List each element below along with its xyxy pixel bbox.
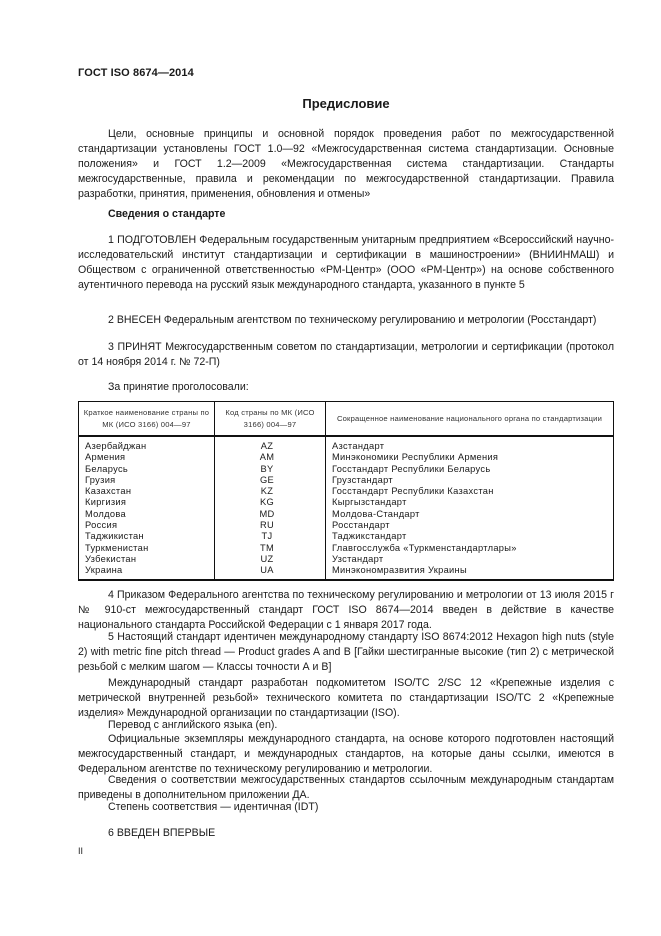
cell-body: Узстандарт (326, 554, 614, 565)
cell-country: Азербайджан (79, 436, 215, 452)
item-5-developed-by: Международный стандарт разработан подкомитетом ISO/TC 2/SC 12 «Крепежные изделия с метрической внутренней резьбой» технического комитета по стандартизации ISO/TC 2 «Крепежные изделия» Международной организации по стандартизации (ISO). (78, 677, 614, 719)
cell-country: Грузия (79, 475, 215, 486)
table-row (79, 509, 614, 520)
cell-country: Россия (79, 520, 215, 531)
item-5-identical: 5 Настоящий стандарт идентичен международному стандарту ISO 8674:2012 Hexagon high nuts (style 2) with metric fine pitch thread — Product grades A and B [Гайки шестигранные высокие (тип 2) с метрической резьбой с мелким шагом — Классы точности А и В] (78, 631, 614, 673)
cell-body: Минэкономразвития Украины (326, 565, 614, 579)
cell-code: AZ (215, 436, 326, 452)
page-number: II (78, 846, 84, 856)
cell-body: Главгосслужба «Туркменстандартлары» (326, 543, 614, 554)
header-country: Краткое наименование страны по МК (ИСО 3166) 004—97 (79, 402, 215, 437)
item-5-official-copies: Официальные экземпляры международного стандарта, на основе которого подготовлен настоящий межгосударственный стандарт, и международных стандартов, на которые даны ссылки, имеются в Федеральном агентстве по техническому регулированию и метрологии. (78, 733, 614, 775)
table-header-row (79, 402, 614, 437)
item-2-submitted: 2 ВНЕСЕН Федеральным агентством по техническому регулированию и метрологии (Росстандарт) (108, 314, 597, 326)
cell-code: GE (215, 475, 326, 486)
cell-body: Госстандарт Республики Казахстан (326, 486, 614, 497)
table-row (79, 565, 614, 579)
item-4-order: 4 Приказом Федерального агентства по техническому регулированию и метрологии от 13 июля 2015 г № 910-ст межгосударственный стандарт ГОСТ ISO 8674—2014 введен в действие в качестве национального стандарта Российской Федерации с 1 января 2017 года. (78, 589, 614, 631)
voting-countries-table (78, 401, 614, 581)
cell-country: Армения (79, 452, 215, 463)
cell-body: Таджикстандарт (326, 531, 614, 542)
cell-body: Грузстандарт (326, 475, 614, 486)
cell-code: KZ (215, 486, 326, 497)
cell-country: Молдова (79, 509, 215, 520)
header-standards-body: Сокращенное наименование национального органа по стандартизации (326, 402, 614, 437)
cell-code: AM (215, 452, 326, 463)
item-5-translation: Перевод с английского языка (en). (108, 719, 278, 731)
table-row (79, 486, 614, 497)
table-row (79, 436, 614, 452)
table-row (79, 531, 614, 542)
table-row (79, 543, 614, 554)
cell-body: Молдова-Стандарт (326, 509, 614, 520)
page-title: Предисловие (302, 96, 390, 111)
cell-code: UZ (215, 554, 326, 565)
item-5-degree: Степень соответствия — идентичная (IDT) (108, 801, 319, 813)
table-row (79, 452, 614, 463)
table-row (79, 520, 614, 531)
item-3-adopted: 3 ПРИНЯТ Межгосударственным советом по стандартизации, метрологии и сертификации (протокол от 14 ноября 2014 г. № 72-П) (78, 341, 614, 368)
table-row (79, 554, 614, 565)
cell-country: Узбекистан (79, 554, 215, 565)
cell-country: Киргизия (79, 497, 215, 508)
cell-body: Минэкономики Республики Армения (326, 452, 614, 463)
cell-country: Таджикистан (79, 531, 215, 542)
cell-country: Казахстан (79, 486, 215, 497)
cell-body: Госстандарт Республики Беларусь (326, 464, 614, 475)
document-id: ГОСТ ISO 8674—2014 (78, 67, 194, 79)
item-1-prepared: 1 ПОДГОТОВЛЕН Федеральным государственным унитарным предприятием «Всероссийский научно-исследовательский институт стандартизации и сертификации в машиностроении» (ВНИИНМАШ) и Обществом с ограниченной ответственностью «РМ-Центр» (ООО «РМ-Центр») на основе собственного аутентичного перевода на русский язык международного стандарта, указанного в пункте 5 (78, 234, 614, 291)
cell-code: UA (215, 565, 326, 579)
table-row (79, 497, 614, 508)
item-5-conformity-info: Сведения о соответствии межгосударственных стандартов ссылочным международным стандартам приведены в дополнительном приложении ДА. (78, 774, 614, 801)
cell-country: Туркменистан (79, 543, 215, 554)
header-code: Код страны по МК (ИСО 3166) 004—97 (215, 402, 326, 437)
table-row (79, 464, 614, 475)
cell-code: KG (215, 497, 326, 508)
cell-code: MD (215, 509, 326, 520)
cell-code: BY (215, 464, 326, 475)
cell-body: Росстандарт (326, 520, 614, 531)
cell-code: TJ (215, 531, 326, 542)
cell-code: RU (215, 520, 326, 531)
section-heading: Сведения о стандарте (108, 208, 226, 220)
table-row (79, 475, 614, 486)
cell-body: Азстандарт (326, 436, 614, 452)
cell-country: Украина (79, 565, 215, 579)
cell-code: TM (215, 543, 326, 554)
cell-body: Кыргызстандарт (326, 497, 614, 508)
voted-label: За принятие проголосовали: (108, 381, 249, 393)
cell-country: Беларусь (79, 464, 215, 475)
item-6-first-introduced: 6 ВВЕДЕН ВПЕРВЫЕ (108, 827, 216, 839)
intro-paragraph: Цели, основные принципы и основной порядок проведения работ по межгосударственной стандартизации установлены ГОСТ 1.0—92 «Межгосударственная система стандартизации. Основные положения» и ГОСТ 1.2—2009 «Межгосударственная система стандартизации. Стандарты межгосударственные, правила и рекомендации по межгосударственной стандартизации. Правила разработки, принятия, применения, обновления и отмены» (78, 128, 614, 200)
